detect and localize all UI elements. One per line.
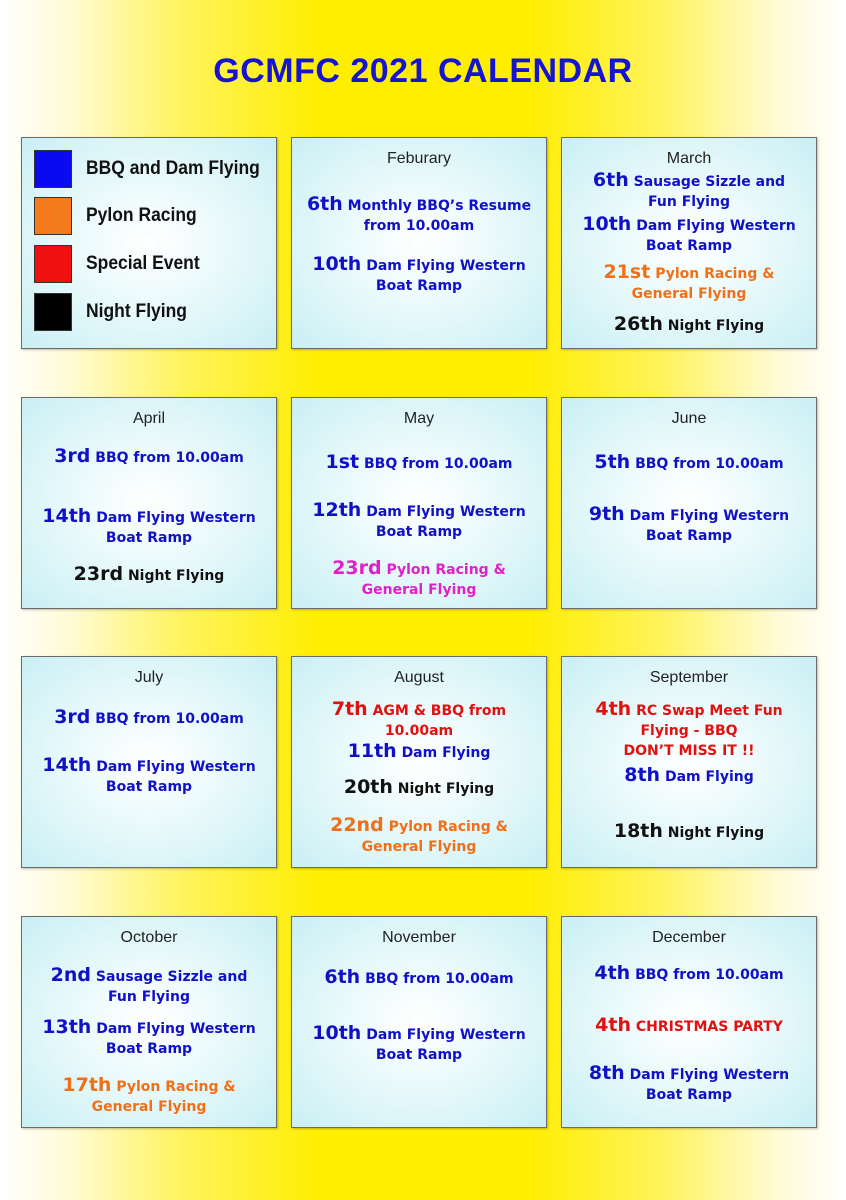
event-item [292,741,546,763]
event-item [22,707,276,729]
legend-box [21,137,277,349]
event-item [562,765,816,787]
event-item [22,506,276,548]
month-box-august [291,656,547,868]
month-title: November [382,929,456,946]
event-day: 2nd [50,964,92,986]
event-text: Dam Flying Western Boat Ramp [96,1021,256,1057]
event-day: 7th [331,698,368,720]
event-day: 9th [588,503,625,525]
legend-label: Night Flying [86,301,187,322]
month-title: December [652,929,726,946]
event-text: Night Flying [667,318,765,334]
month-box-december [561,916,817,1128]
event-item [22,755,276,797]
event-text: Pylon Racing & General Flying [91,1079,236,1115]
event-text: Dam Flying Western Boat Ramp [96,510,256,546]
event-day: 8th [624,764,661,786]
month-box-november [291,916,547,1128]
event-text: Dam Flying [401,745,491,761]
event-day: 3rd [54,445,91,467]
event-text: Monthly BBQ’s Resume from 10.00am [347,198,532,234]
month-title: September [649,669,729,686]
legend-swatch-black [34,293,72,331]
event-day: 26th [613,313,663,335]
page-title: GCMFC 2021 CALENDAR [213,52,633,90]
legend-swatch-blue [34,150,72,188]
event-item [562,452,816,474]
event-day: 5th [594,451,631,473]
legend-item-pylon [34,197,270,235]
event-text: Dam Flying Western Boat Ramp [366,1027,526,1063]
event-text: Dam Flying [664,769,754,785]
event-day: 6th [324,966,361,988]
month-box-march [561,137,817,349]
event-text: RC Swap Meet Fun Flying - BBQ DON’T MISS IT !! [623,703,783,759]
event-item [292,194,546,236]
month-box-october [21,916,277,1128]
event-text: Dam Flying Western Boat Ramp [366,504,526,540]
event-day: 12th [312,499,362,521]
event-text: BBQ from 10.00am [365,971,514,987]
event-text: Night Flying [127,568,225,584]
legend-label: Special Event [86,253,200,274]
month-title: May [403,410,435,427]
event-text: BBQ from 10.00am [635,456,784,472]
event-text: BBQ from 10.00am [363,456,513,472]
event-text: Dam Flying Western Boat Ramp [629,508,790,544]
event-item [562,1063,816,1105]
month-title: August [394,669,444,686]
event-text: Pylon Racing & General Flying [361,819,508,855]
event-text: AGM & BBQ from 10.00am [372,703,507,739]
event-day: 8th [588,1062,625,1084]
month-title: April [132,410,165,427]
event-day: 4th [595,698,632,720]
event-item [562,262,816,304]
event-text: Dam Flying Western Boat Ramp [96,759,256,795]
month-title: Feburary [386,150,452,167]
event-text: BBQ from 10.00am [95,450,244,466]
event-item [292,777,546,799]
event-text: Dam Flying Western Boat Ramp [636,218,796,254]
month-box-september [561,656,817,868]
month-title: March [666,150,712,167]
event-item [562,214,816,256]
legend-item-night [34,293,270,331]
month-box-may [291,397,547,609]
legend-item-bbq-dam [34,150,270,188]
event-day: 11th [347,740,397,762]
event-day: 13th [42,1016,92,1038]
month-box-july [21,656,277,868]
event-item [292,558,546,600]
event-item [22,965,276,1007]
event-text: CHRISTMAS PARTY [635,1019,783,1035]
event-item [562,699,816,761]
month-box-april [21,397,277,609]
event-item [562,1015,816,1037]
event-day: 17th [62,1074,112,1096]
event-day: 4th [595,1014,631,1036]
legend-label: Pylon Racing [86,205,197,226]
event-item [562,504,816,546]
event-day: 21st [603,261,651,283]
event-day: 20th [343,776,393,798]
event-day: 10th [312,1022,362,1044]
event-item [562,170,816,212]
event-day: 23rd [73,563,124,585]
event-item [562,314,816,336]
event-text: Pylon Racing & General Flying [361,562,506,598]
event-item [292,452,546,474]
legend-swatch-orange [34,197,72,235]
event-text: Night Flying [667,825,765,841]
event-item [22,1075,276,1117]
event-item [562,821,816,843]
event-day: 10th [312,253,362,275]
event-text: Night Flying [397,781,495,797]
event-day: 6th [592,169,629,191]
event-item [292,699,546,741]
event-item [292,254,546,296]
event-day: 6th [306,193,343,215]
event-text: Pylon Racing & General Flying [631,266,775,302]
event-text: Sausage Sizzle and Fun Flying [633,174,786,210]
event-item [292,1023,546,1065]
event-text: Sausage Sizzle and Fun Flying [95,969,248,1005]
event-item [22,564,276,586]
legend-label: BBQ and Dam Flying [86,158,260,179]
event-day: 4th [594,962,631,984]
event-item [22,1017,276,1059]
legend-item-special [34,245,270,283]
month-title: October [120,929,178,946]
event-item [562,963,816,985]
event-item [22,446,276,468]
event-day: 14th [42,505,92,527]
event-day: 14th [42,754,92,776]
event-day: 22nd [330,814,384,836]
event-day: 10th [582,213,632,235]
event-item [292,967,546,989]
month-box-february [291,137,547,349]
event-day: 18th [613,820,663,842]
event-day: 23rd [332,557,382,579]
event-text: Dam Flying Western Boat Ramp [629,1067,790,1103]
month-title: June [671,410,707,427]
event-text: BBQ from 10.00am [635,967,784,983]
event-text: BBQ from 10.00am [95,711,244,727]
event-item [292,815,546,857]
event-day: 1st [325,451,360,473]
month-box-june [561,397,817,609]
month-title: July [134,669,164,686]
event-text: Dam Flying Western Boat Ramp [366,258,526,294]
legend-swatch-red [34,245,72,283]
event-day: 3rd [54,706,91,728]
event-item [292,500,546,542]
